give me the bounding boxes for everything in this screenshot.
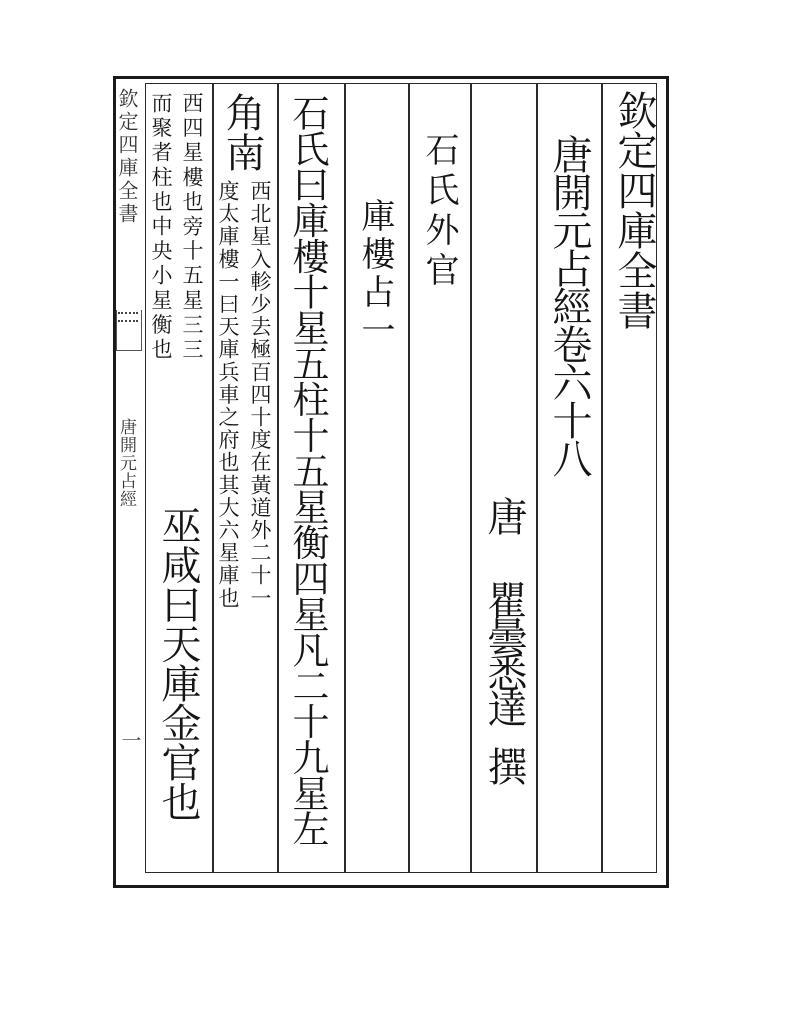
author-dynasty: 唐 bbox=[481, 496, 527, 536]
column-rule bbox=[277, 83, 279, 873]
commentary-line: 度太庫樓一曰天庫兵車之府也其大六星庫也 bbox=[216, 180, 240, 610]
column-rule bbox=[470, 83, 472, 873]
author-role: 撰 bbox=[481, 746, 527, 786]
column-rule bbox=[212, 83, 214, 873]
fishtail-hatch-icon bbox=[118, 312, 138, 322]
main-text-line: 石氏曰庫樓十星五柱十五星衡四星凡二十九星左 bbox=[286, 94, 329, 846]
margin-book-title: 欽定四庫全書 bbox=[115, 88, 139, 226]
section-title: 石氏外官 bbox=[419, 132, 459, 292]
book-title: 欽定四庫全書 bbox=[611, 90, 657, 330]
author-name: 瞿曇悉達 bbox=[481, 580, 527, 724]
margin-page-number: 一 bbox=[118, 730, 142, 750]
commentary-line: 而聚者柱也中央小星衡也 bbox=[149, 92, 173, 363]
column-rule bbox=[536, 83, 538, 873]
main-text-line: 角南 bbox=[219, 92, 265, 172]
commentary-line: 西北星入軫少去極百四十度在黃道外二十一 bbox=[248, 180, 272, 610]
commentary-line: 西四星樓也旁十五星三三 bbox=[180, 92, 204, 363]
quote-line: 巫咸曰天庫金官也 bbox=[155, 505, 201, 821]
column-rule bbox=[344, 83, 346, 873]
column-rule bbox=[601, 83, 603, 873]
subsection-title: 庫樓占一 bbox=[355, 198, 395, 350]
column-rule bbox=[408, 83, 410, 873]
margin-juan-title: 唐開元占經 bbox=[116, 418, 136, 508]
volume-title: 唐開元占經卷六十八 bbox=[546, 134, 592, 476]
